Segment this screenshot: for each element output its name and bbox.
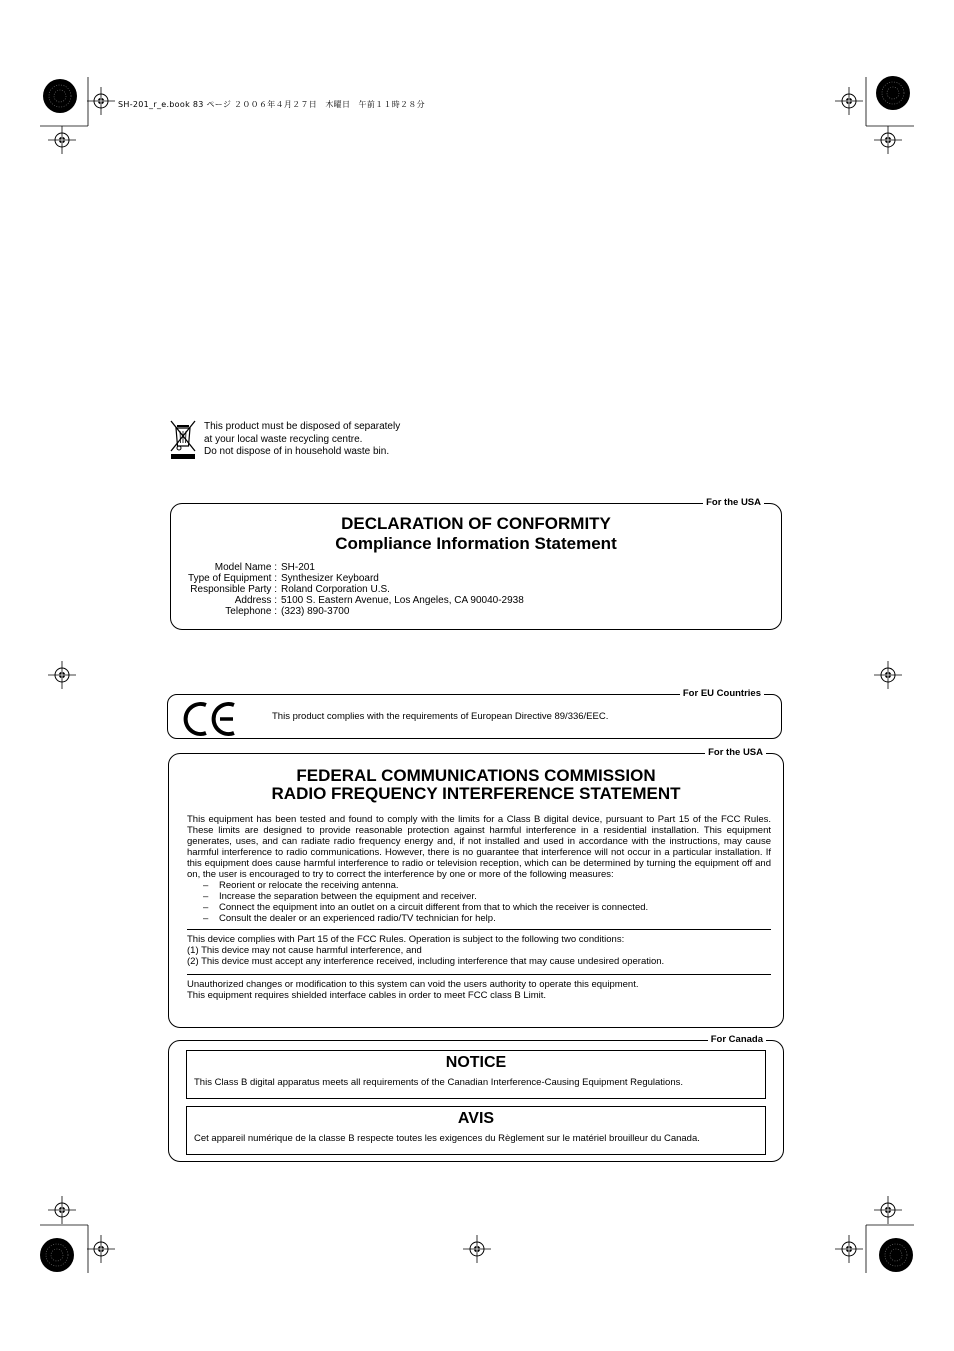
declaration-subtitle: Compliance Information Statement	[335, 534, 617, 553]
fcc-paragraph: This equipment has been tested and found to comply with the limits for a Class B digital device, pursuant to Part 15 of the FCC Rules. These limits are designed to provide reasonable protection against harmful interference in a residential installation. This equipment generates, uses, and can radiate radio frequency energy and, if not installed and used in accordance with the instructions, may cause harmful interference to radio communications. However, there is no guarantee that interference will not occur in a particular installation. If this equipment does cause harmful interference to radio or television reception, which can be determined by turning the equipment off and on, the user is encouraged to try to correct the interference by one or more of the following measures:	[187, 814, 771, 880]
starburst-mark-icon	[876, 76, 910, 110]
declaration-box	[170, 497, 782, 630]
weee-line: at your local waste recycling centre.	[204, 433, 363, 445]
list-item: – Connect the equipment into an outlet on a circuit different from that to which the receiver is connected.	[203, 902, 649, 913]
list-item: – Consult the dealer or an experienced radio/TV technician for help.	[203, 913, 496, 924]
declaration-title: DECLARATION OF CONFORMITY	[341, 514, 611, 533]
field-label: Responsible Party :	[190, 584, 277, 595]
fcc-shielded-cables-text: This equipment requires shielded interface cables in order to meet FCC class B Limit.	[187, 990, 547, 1001]
field-value: SH-201	[281, 562, 315, 573]
region-tag: For EU Countries	[680, 688, 764, 700]
fcc-body	[187, 814, 771, 1001]
field-label: Address :	[234, 595, 277, 606]
region-tag: For the USA	[705, 747, 766, 759]
field-row	[187, 606, 524, 617]
fcc-changes-text: Unauthorized changes or modification to this system can void the users authority to operate this equipment.	[187, 979, 639, 990]
field-value: (323) 890-3700	[281, 606, 350, 617]
fcc-part15-text: This device complies with Part 15 of the FCC Rules. Operation is subject to the following two conditions:	[187, 934, 625, 945]
region-tag: For Canada	[708, 1034, 766, 1046]
fcc-statement-box	[168, 747, 784, 1028]
fcc-condition-2: (2) This device must accept any interference received, including interference that may cause undesired operation.	[187, 956, 665, 967]
avis-title: AVIS	[457, 1110, 495, 1127]
avis-box	[186, 1106, 766, 1155]
weee-line: Do not dispose of in household waste bin.	[204, 446, 390, 457]
list-item: – Reorient or relocate the receiving antenna.	[203, 880, 399, 891]
fcc-measures-list	[203, 880, 771, 924]
weee-line: This product must be disposed of separately	[204, 421, 401, 432]
field-label: Type of Equipment :	[188, 573, 277, 584]
declaration-fields	[187, 562, 524, 617]
field-row	[187, 562, 524, 573]
field-value: Roland Corporation U.S.	[281, 584, 390, 595]
field-value: 5100 S. Eastern Avenue, Los Angeles, CA 90040-2938	[281, 595, 524, 606]
list-item: – Increase the separation between the equipment and receiver.	[203, 891, 477, 902]
divider	[187, 929, 771, 930]
notice-text: This Class B digital apparatus meets all requirements of the Canadian Interference-Causing Equipment Regulations.	[194, 1077, 683, 1088]
print-header: SH-201_r_e.book 83 ページ ２００６年４月２７日 木曜日 午前１１時２８分	[118, 100, 425, 109]
field-label: Telephone :	[225, 606, 277, 617]
weee-notice	[204, 421, 400, 459]
canada-notice-box	[168, 1034, 784, 1162]
field-row	[187, 595, 524, 606]
starburst-mark-icon	[43, 79, 77, 113]
eu-directive-text: This product complies with the requirements of European Directive 89/336/EEC.	[272, 711, 609, 722]
fcc-title: FEDERAL COMMUNICATIONS COMMISSION	[296, 766, 656, 785]
notice-title: NOTICE	[445, 1054, 507, 1071]
avis-text: Cet appareil numérique de la classe B respecte toutes les exigences du Règlement sur le matériel brouilleur du Canada.	[194, 1133, 700, 1144]
crossed-out-wheelie-bin-icon	[170, 420, 196, 462]
region-tag: For the USA	[703, 497, 764, 509]
divider	[187, 974, 771, 975]
eu-compliance-box	[167, 688, 782, 739]
fcc-condition-1: (1) This device may not cause harmful interference, and	[187, 945, 422, 956]
fcc-subtitle: RADIO FREQUENCY INTERFERENCE STATEMENT	[271, 784, 681, 803]
notice-box	[186, 1050, 766, 1099]
field-row	[187, 584, 524, 595]
field-row	[187, 573, 524, 584]
field-label: Model Name :	[214, 562, 277, 573]
field-value: Synthesizer Keyboard	[281, 573, 379, 584]
starburst-mark-icon	[40, 1238, 74, 1272]
ce-mark-icon	[182, 701, 238, 737]
starburst-mark-icon	[879, 1238, 913, 1272]
